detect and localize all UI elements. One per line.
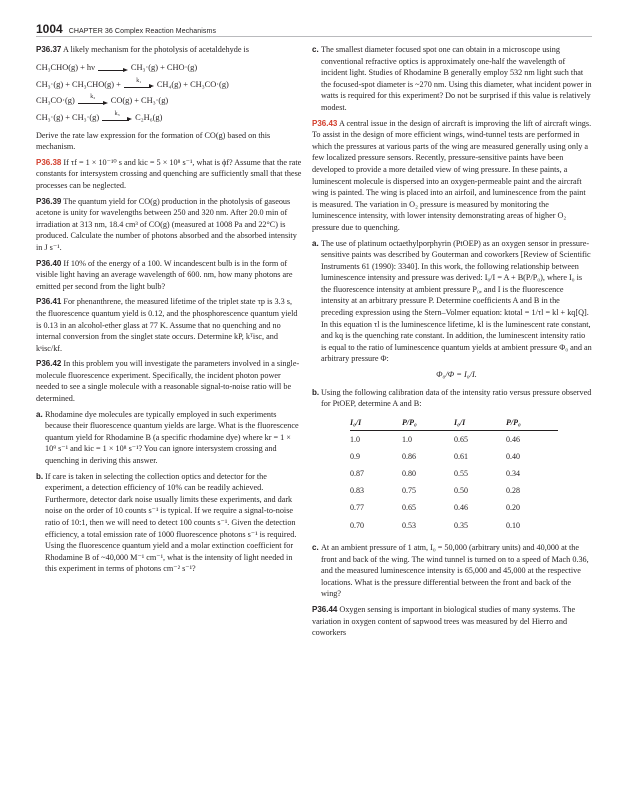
reaction-1 <box>36 60 302 77</box>
left-column <box>36 44 302 579</box>
header-rule <box>36 36 592 37</box>
table-cell: 0.34 <box>506 469 520 479</box>
table-cell: 0.61 <box>454 451 468 461</box>
problem-p36-40 <box>36 258 302 293</box>
problem-number: P36.40 <box>36 258 62 268</box>
table-cell: 0.10 <box>506 520 520 530</box>
reaction-lhs: CH₃CO·(g) <box>36 96 75 106</box>
table-cell: 0.55 <box>454 469 468 479</box>
subpart-text: If care is taken in selecting the collection optics and detector for the experiment, a detection efficiency of 10% can be readily achieved. Furthermore, detector dark noise usually limits these experiments, and dark noise on the order of 10 counts s⁻¹ is typical. If we require a signal-to-noise ratio of 10:1, then we will need to detect 100 counts s⁻¹. Given the detection efficiency, a total emission rate of 1000 fluorescence photons s⁻¹ is required. Using the fluorescence quantum yield and a molar extinction coefficient for Rhodamine B of ~40,000 M⁻¹ cm⁻¹, what is the intensity of light needed in this experiment in terms of photons cm⁻² s⁻¹? <box>45 471 297 574</box>
problem-number: P36.44 <box>312 605 338 614</box>
subpart-label: a. <box>312 238 319 248</box>
subpart-label: a. <box>36 409 43 419</box>
table-cell: 0.46 <box>454 503 468 513</box>
table-cell: 0.65 <box>402 503 416 513</box>
subpart-text: Using the following calibration data of the intensity ratio versus pressure observed for PtOEP, determine A and B: <box>321 387 592 409</box>
table-row <box>350 517 558 534</box>
table-cell: 0.86 <box>402 451 416 461</box>
problem-number: P36.41 <box>36 297 62 307</box>
subpart-label: b. <box>36 471 44 481</box>
table-row <box>350 465 558 482</box>
page-header <box>36 22 216 36</box>
subpart-c <box>312 44 592 114</box>
reaction-lhs: CH₃·(g) + CH₃CHO(g) + <box>36 79 121 89</box>
table-cell: 0.20 <box>506 503 520 513</box>
table-cell: 0.75 <box>402 486 416 496</box>
problem-p36-39 <box>36 196 302 254</box>
table-cell: 0.53 <box>402 520 416 530</box>
subpart-label: c. <box>312 543 319 553</box>
problem-number: P36.37 <box>36 45 62 54</box>
subpart-a <box>312 238 592 381</box>
rate-constant-label: k₂ <box>90 94 96 101</box>
problem-text: The quantum yield for CO(g) production in the photolysis of gaseous acetone is unity for wavelengths between 250 and 320 nm. After 20.0 min of irradiation at 313 nm, 18.4 cm³ of CO(g) (measured at 1008 Pa and 22°C) is produced. Calculate the number of photons absorbed and the absorbed intensity in J s⁻¹. <box>36 196 297 252</box>
column-header: I₀/I <box>454 416 506 431</box>
problem-text: A likely mechanism for the photolysis of acetaldehyde is <box>62 45 249 54</box>
table-cell: 1.0 <box>350 434 360 444</box>
table-row <box>350 448 558 465</box>
problem-number: P36.42 <box>36 359 62 369</box>
column-header: I₀/I <box>350 416 402 431</box>
table-cell: 0.77 <box>350 503 364 513</box>
problem-text: If 10% of the energy of a 100. W incandescent bulb is in the form of visible light having an average wavelength of 600. nm, how many photons are emitted per second from the light bulb? <box>36 258 293 291</box>
reaction-arrow <box>102 111 132 124</box>
reaction-lhs: CH₃·(g) + CH₃·(g) <box>36 112 100 122</box>
subpart-b <box>312 387 592 410</box>
table-cell: 1.0 <box>402 434 412 444</box>
reaction-lhs: CH₃CHO(g) + hν <box>36 63 95 73</box>
problem-p36-42 <box>36 358 302 404</box>
reaction-arrow <box>98 61 128 74</box>
table-cell: 0.50 <box>454 486 468 496</box>
problem-text: In this problem you will investigate the parameters involved in a single-molecule fluorescence experiment. Specifically, the incident photon power needed to see a single molecule with a reasonable signal-to-noise ratio will be determined. <box>36 359 300 404</box>
reaction-4 <box>36 109 302 126</box>
problem-text: If τf = 1 × 10⁻¹⁰ s and kic = 5 × 10⁸ s⁻¹, what is ϕf? Assume that the rate constants for intersystem crossing and quenching are sufficiently small that these processes can be neglected. <box>36 157 302 190</box>
subpart-text: The use of platinum octaethylporphyrin (PtOEP) as an oxygen sensor in pressure-sensitive paints was described by Gouterman and coworkers [Review of Scientific Instruments 61 (1990): 3340]. In this work, the following relationship between luminescence intensity and pressure was derived: I₀/I = A + B(P/P₀), where I₀ is the fluorescence intensity at ambient pressure P₀, and I is the fluorescence intensity at an arbitrary pressure P. Determine coefficients A and B in the preceding expression using the Stern–Volmer equation: ktotal = 1/τl = kl + kq[Q]. In this equation τl is the luminescence lifetime, kl is the luminescent rate constant, and kq is the quenching rate constant. In addition, the luminescent intensity ratio is equal to the ratio of luminescence quantum yields at ambient pressure Φ₀ and an arbitrary pressure Φ: <box>321 238 592 364</box>
problem-p36-37 <box>36 44 302 56</box>
subpart-c <box>312 542 592 600</box>
reaction-arrow <box>124 78 154 91</box>
table-cell: 0.9 <box>350 451 360 461</box>
right-column <box>312 44 592 643</box>
problem-text: A central issue in the design of aircraft is improving the lift of aircraft wings. To assist in the design of more efficient wings, wind-tunnel tests are performed in which the pressures at various parts of the wing are measured generally using only a few localized pressure sensors. Recently, pressure-sensitive paints have been developed to provide a more detailed view of wing pressure. In these paints, a luminescent molecule is dispersed into an oxygen-permeable paint and the aircraft wing is painted. The wing is placed into an airfoil, and luminescence from the paint is measured. The variation in O₂ pressure is measured by monitoring the luminescence intensity, with lower intensity demonstrating areas of higher O₂ pressure due to quenching. <box>312 118 592 232</box>
subpart-text: At an ambient pressure of 1 atm, I₀ = 50,000 (arbitrary units) and 40,000 at the front and back of the wing. The wind tunnel is turned on to a speed of Mach 0.36, and the measured luminescence intensity is 65,000 and 45,000 at the respective locations. What is the pressure differential between the front and back of the wing? <box>321 543 589 599</box>
table-row <box>350 500 558 517</box>
table-cell: 0.65 <box>454 434 468 444</box>
problem-p36-41 <box>36 296 302 354</box>
page-number: 1004 <box>36 22 63 36</box>
table-cell: 0.70 <box>350 520 364 530</box>
problem-text: Oxygen sensing is important in biological studies of many systems. The variation in oxygen content of sapwood trees was measured by del Hierro and coworkers <box>312 605 576 638</box>
reaction-3 <box>36 93 302 110</box>
problem-number: P36.43 <box>312 118 338 128</box>
quantum-yield-equation: Φ₀/Φ = I₀/I. <box>436 370 477 380</box>
reaction-2 <box>36 76 302 93</box>
table-cell: 0.83 <box>350 486 364 496</box>
table-row <box>350 482 558 499</box>
subpart-label: b. <box>312 387 320 397</box>
table-header-row <box>350 416 558 431</box>
table-cell: 0.80 <box>402 469 416 479</box>
subpart-b <box>36 471 302 575</box>
problem-text-continued: Derive the rate law expression for the formation of CO(g) based on this mechanism. <box>36 130 271 152</box>
reaction-rhs: CH₃·(g) + CHO·(g) <box>130 63 198 73</box>
calibration-table <box>350 416 558 534</box>
problem-p36-38 <box>36 157 302 192</box>
column-header: P/P₀ <box>402 416 454 431</box>
chapter-title: CHAPTER 36 Complex Reaction Mechanisms <box>68 28 217 35</box>
table-cell: 0.35 <box>454 520 468 530</box>
problem-number: P36.38 <box>36 157 62 167</box>
problem-number: P36.39 <box>36 196 62 206</box>
reaction-arrow <box>78 94 108 107</box>
reaction-rhs: CO(g) + CH₃·(g) <box>110 96 169 106</box>
rate-constant-label: k₁ <box>136 77 142 84</box>
subpart-label: c. <box>312 45 319 54</box>
subpart-a <box>36 409 302 467</box>
subpart-text: The smallest diameter focused spot one can obtain in a microscope using conventional refractive optics is approximately one-half the wavelength of incident light. Studies of Rhodamine B generally employ 532 nm light such that the focused-spot diameter is ~270 nm. Using this diameter, what incident power in watts is required for this experiment? Do not be surprised if this value is relatively modest. <box>321 45 592 112</box>
problem-text: For phenanthrene, the measured lifetime of the triplet state τp is 3.3 s, the fluorescence quantum yield is 0.12, and the phosphorescence quantum yield is 0.13 in an alcohol-ether glass at 77 K. Assume that no quenching and no internal conversion from the singlet state occurs. Determine kP, kᵀisc, and kˢisc/kf. <box>36 297 298 353</box>
rate-constant-label: k₃ <box>114 110 120 117</box>
table-row <box>350 431 558 448</box>
table-cell: 0.87 <box>350 469 364 479</box>
problem-p36-43 <box>312 118 592 234</box>
reaction-rhs: C₂H₆(g) <box>135 112 163 122</box>
subpart-text: Rhodamine dye molecules are typically employed in such experiments because their fluorescence quantum yields are large. What is the fluorescence quantum yield for Rhodamine B (a specific rhodamine dye) where kr = 1 × 10⁹ s⁻¹ and kic = 1 × 10⁸ s⁻¹? You can ignore intersystem crossing and quenching in deriving this answer. <box>45 409 299 466</box>
problem-p36-44 <box>312 604 592 639</box>
table-cell: 0.40 <box>506 451 520 461</box>
column-header: P/P₀ <box>506 416 558 431</box>
table-cell: 0.46 <box>506 434 520 444</box>
table-cell: 0.28 <box>506 486 520 496</box>
reaction-rhs: CH₄(g) + CH₃CO·(g) <box>156 79 229 89</box>
